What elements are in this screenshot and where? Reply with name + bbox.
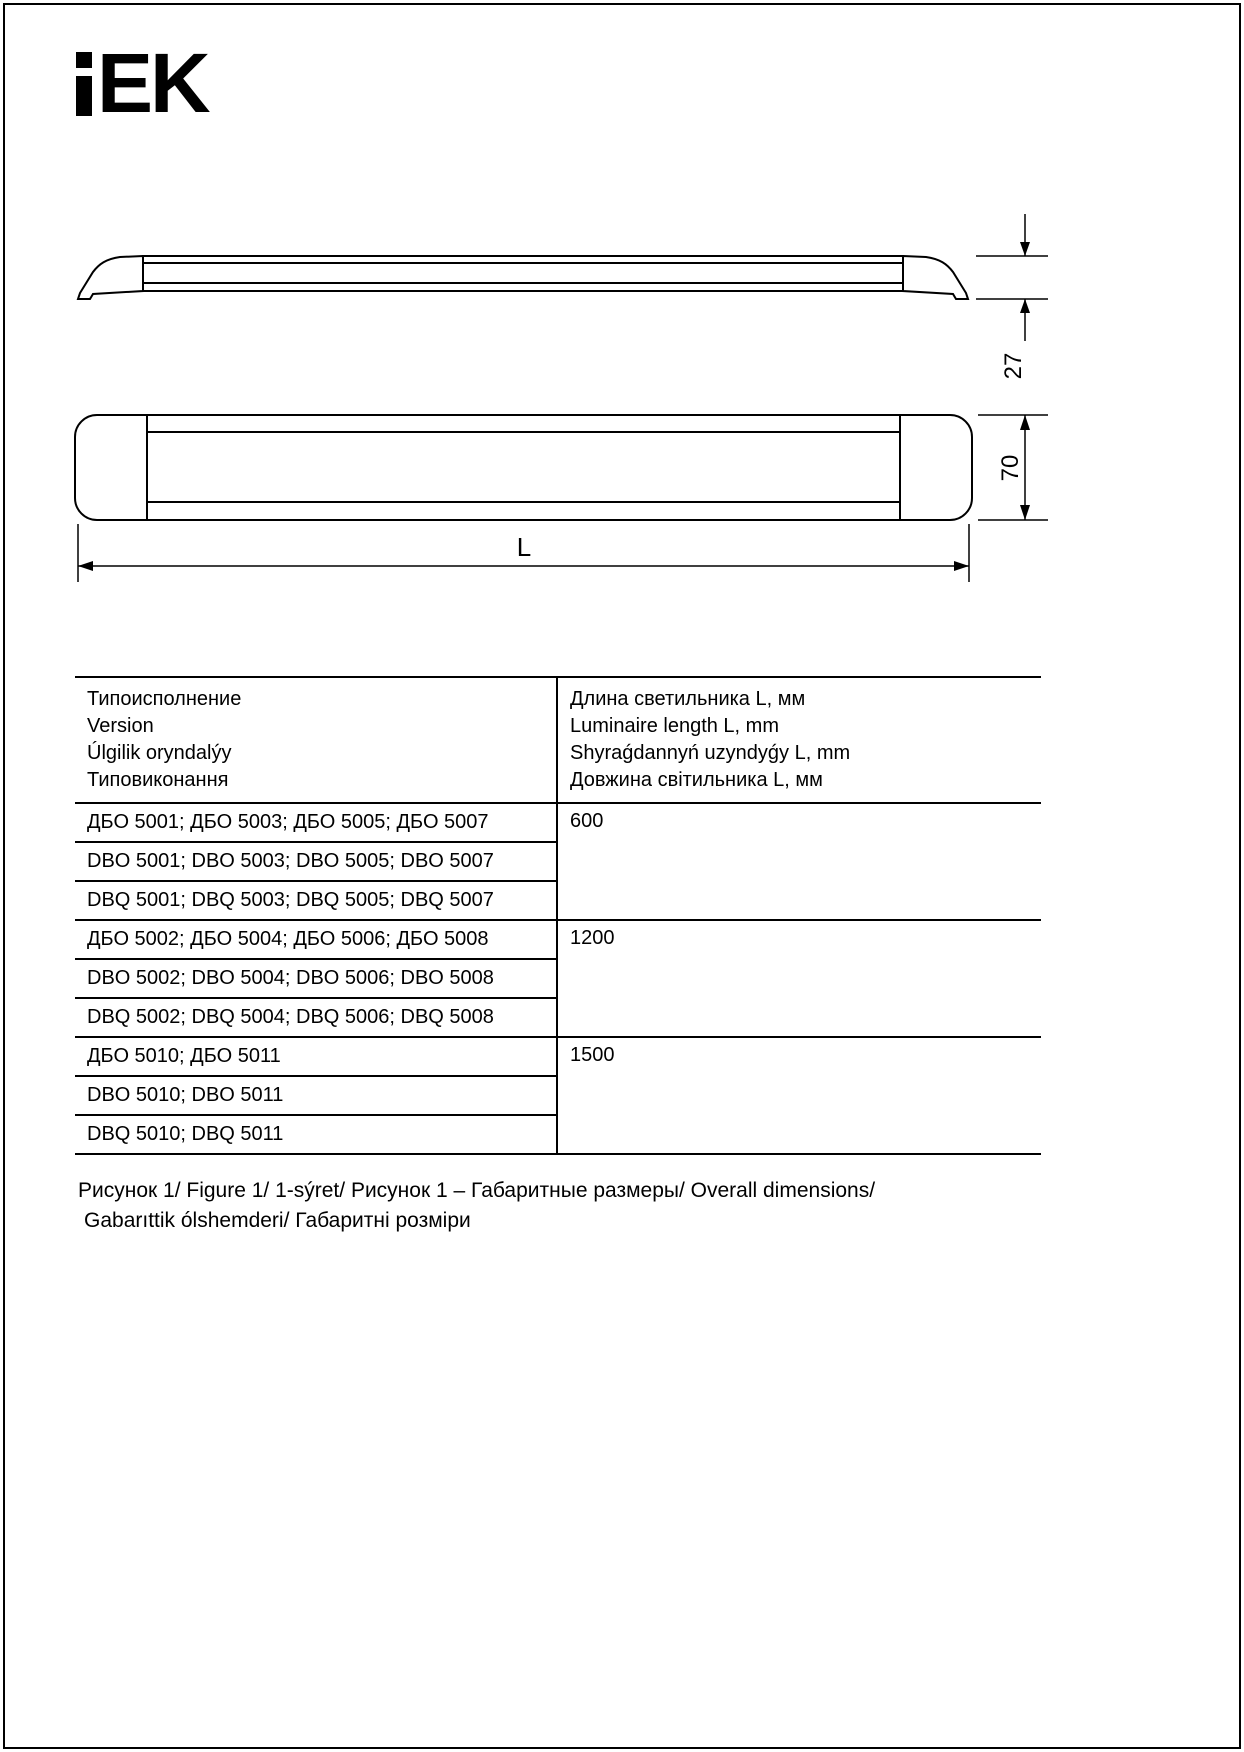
- length-value-cell: 1200: [557, 920, 1041, 1037]
- header-length-line-uk: Довжина світильника L, мм: [570, 769, 823, 791]
- version-cell: DBO 5001; DBO 5003; DBO 5005; DBO 5007: [75, 842, 557, 881]
- dimension-length-label: L: [516, 532, 532, 562]
- figure-caption-line-2: Gabarıttik ólshemderi/ Габаритні розміри: [84, 1209, 471, 1232]
- version-cell: DBO 5002; DBO 5004; DBO 5006; DBO 5008: [75, 959, 557, 998]
- dimension-27-arrowheads: [1020, 242, 1030, 313]
- version-cell: DBQ 5010; DBQ 5011: [75, 1115, 557, 1154]
- figure-caption-line-1: Рисунок 1/ Figure 1/ 1-sýret/ Рисунок 1 – Габаритные размеры/ Overall dimensions/: [78, 1179, 876, 1202]
- version-cell: ДБО 5010; ДБО 5011: [75, 1037, 557, 1076]
- side-view-left-endcap: [78, 256, 143, 299]
- header-version-line-ru: Типоисполнение: [87, 688, 242, 710]
- figure-caption: [78, 1176, 875, 1236]
- table-row: [75, 1037, 1041, 1076]
- dimension-27-lines: [976, 214, 1048, 341]
- version-cell: DBQ 5001; DBQ 5003; DBQ 5005; DBQ 5007: [75, 881, 557, 920]
- side-view-right-endcap: [903, 256, 968, 299]
- version-cell: DBQ 5002; DBQ 5004; DBQ 5006; DBQ 5008: [75, 998, 557, 1037]
- table-row: [75, 920, 1041, 959]
- header-length-line-ru: Длина светильника L, мм: [570, 688, 806, 710]
- side-view-body: [143, 256, 903, 291]
- length-value-cell: 1500: [557, 1037, 1041, 1154]
- table-header-version: [75, 677, 557, 803]
- dimension-70-label: 70: [997, 454, 1024, 482]
- table-header-length: [557, 677, 1041, 803]
- dimensions-table: [75, 676, 1041, 1155]
- table-row: [75, 803, 1041, 842]
- header-version-line-kk: Úlgilik oryndalýy: [87, 742, 232, 764]
- version-cell: DBO 5010; DBO 5011: [75, 1076, 557, 1115]
- header-length-line-en: Luminaire length L, mm: [570, 715, 779, 737]
- header-length-line-kk: Shyraǵdannyń uzyndyǵy L, mm: [570, 742, 851, 764]
- length-value-cell: 600: [557, 803, 1041, 920]
- iek-logo-letters-ek: EK: [97, 36, 208, 131]
- version-cell: ДБО 5002; ДБО 5004; ДБО 5006; ДБО 5008: [75, 920, 557, 959]
- front-view-drawing: [75, 415, 972, 520]
- overall-dimensions-drawing: [0, 0, 1244, 640]
- table-header-row: [75, 677, 1041, 803]
- dimension-27-label: 27: [1000, 352, 1027, 380]
- side-view-drawing: [78, 256, 968, 299]
- header-version-line-uk: Типовиконання: [87, 769, 229, 791]
- version-cell: ДБО 5001; ДБО 5003; ДБО 5005; ДБО 5007: [75, 803, 557, 842]
- front-view-body: [75, 415, 972, 520]
- header-version-line-en: Version: [87, 715, 154, 737]
